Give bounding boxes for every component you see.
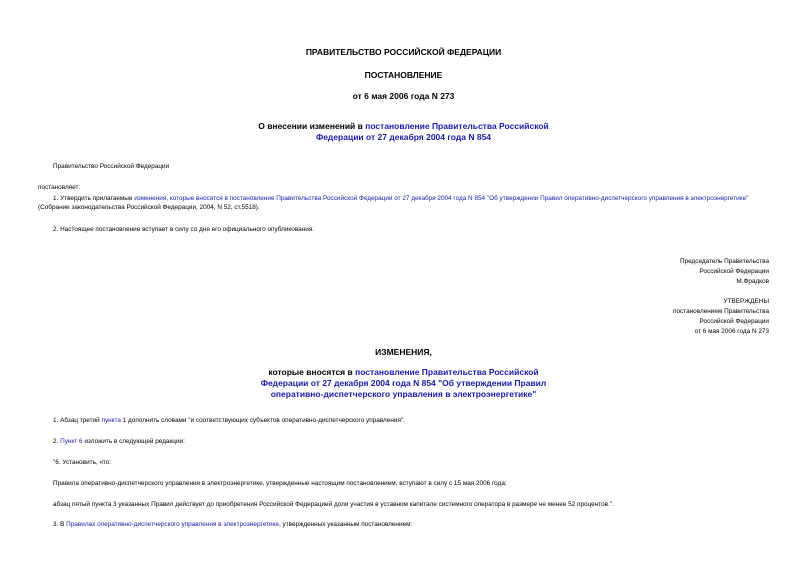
link-item-1-clause[interactable]: пункта [101,417,121,424]
paragraph-1-text-c: (Собрание законодательства Российской Федерации, 2004, N 52, ст.5518). [38,204,260,211]
paragraph-1 [38,194,771,212]
document-date-number: от 6 мая 2006 года N 273 [352,91,455,101]
item-paragraph-five: абзац пятый пункта 3 указанных Правил действует до приобретения Российской Федерацией доли участия в уставном капитале системного оператора в размере не менее 52 процентов.". [53,501,614,508]
link-changes[interactable]: изменения [134,195,167,202]
changes-subtitle-prefix: которые вносятся в [268,367,356,377]
changes-subtitle-line1 [0,367,807,378]
changes-subtitle-line2 [0,378,807,389]
approval-date: от 6 мая 2006 года N 273 [694,328,769,335]
title-prefix: О внесении изменений в [258,121,366,131]
changes-link-resolution[interactable]: постановление Правительства Российской [355,367,539,377]
item-rules-effective: Правила оперативно-диспетчерского управления в электроэнергетике, утвержденные настоящим постановлением, вступают в силу с 15 мая 2006 года; [53,480,507,487]
approval-title: УТВЕРЖДЕНЫ [723,298,769,305]
item-1-text-a: 1. Абзац третий [53,417,102,424]
link-clause-6[interactable]: Пункт 6 [60,438,83,445]
government-heading: ПРАВИТЕЛЬСТВО РОССИЙСКОЙ ФЕДЕРАЦИИ [305,47,502,57]
item-2 [53,437,185,446]
government-name: Правительство Российской Федерации [53,163,170,170]
document-title-line2 [0,132,807,143]
changes-heading: ИЗМЕНЕНИЯ, [375,347,432,357]
title-link-resolution[interactable]: постановление Правительства Российской [365,121,549,131]
item-3-text-a: 3. В [53,521,67,528]
signature-title: Председатель Правительства [680,258,769,265]
decides-label: постановляет: [38,184,81,191]
item-3-text-b: , утвержденных указанным постановлением: [278,521,413,528]
link-rules-dispatch[interactable]: Правилах оперативно-диспетчерского управления в электроэнергетике [66,521,279,528]
changes-link-rules[interactable]: оперативно-диспетчерского управления в электроэнергетике" [270,389,537,399]
signature-name: М.Фрадков [736,278,769,285]
item-2-text-a: 2. [53,438,61,445]
paragraph-2: 2. Настоящее постановление вступает в силу со дня его официального опубликования. [53,226,315,233]
item-1-text-b: 1 дополнить словами "и соответствующих субъектов оперативно-диспетчерского управления". [120,417,405,424]
link-resolution-854[interactable]: которые вносятся в постановление Правительства Российской Федерации от 27 декабря 2004 года N 854 "Об утверждении Правил оперативно-диспетчерского управления в электроэнергетике" [169,195,749,202]
changes-subtitle-line3 [0,389,807,400]
item-2-text-b: изложить в следующей редакции: [82,438,185,445]
item-1 [53,416,405,425]
item-3 [53,520,412,529]
document-title-line1 [0,121,807,132]
title-link-resolution-date[interactable]: Федерации от 27 декабря 2004 года N 854 [315,132,492,142]
document-type-heading: ПОСТАНОВЛЕНИЕ [364,70,443,80]
item-quote-6: "6. Установить, что: [53,459,111,466]
paragraph-1-text-b: , [166,195,170,202]
signature-country: Российской Федерации [699,268,769,275]
approval-by: постановлением Правительства [673,308,769,315]
changes-link-resolution-date[interactable]: Федерации от 27 декабря 2004 года N 854 "Об утверждении Правил [260,378,547,388]
paragraph-1-text-a: 1. Утвердить прилагаемые [53,195,135,202]
approval-country: Российской Федерации [699,318,769,325]
